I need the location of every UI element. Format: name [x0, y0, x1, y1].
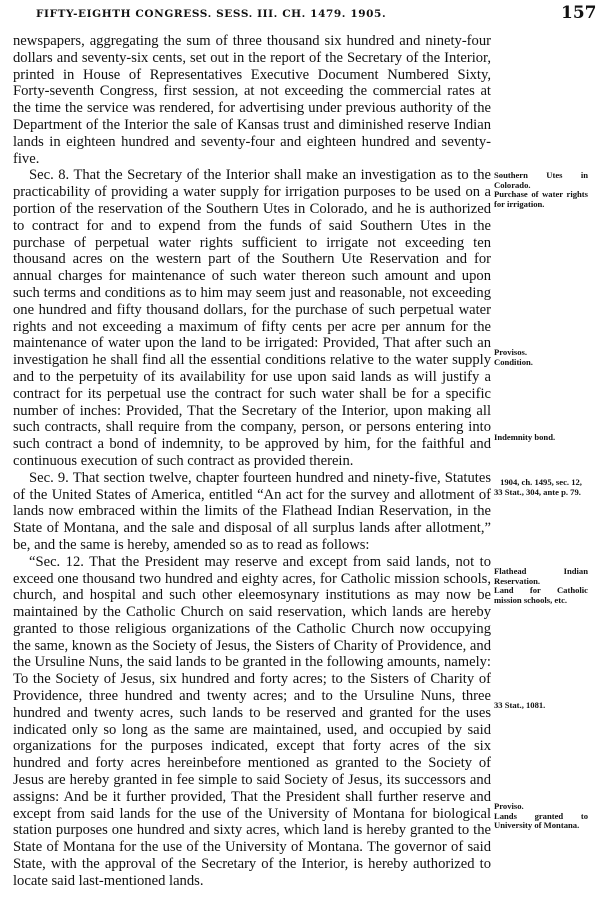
margin-note-citation-1904 — [494, 478, 588, 497]
paragraph-sec-8: Sec. 8. That the Secretary of the Interior shall make an investigation as to the practicability of providing a water supply for irrigation purposes to be used on a portion of the reservation of the Southern Utes in Colorado, and he is authorized to contract for and to expend from the funds of said Southern Utes in the purchase of perpetual water rights sufficient to irrigate not exceeding ten thousand acres on the western part of the Southern Ute Reservation and for annual charges for maintenance of such water thereon such amount and upon such terms and conditions as to him may seem just and reasonable, not exceeding one hundred and fifty thousand dollars, for the purchase of such perpetual water rights and not exceeding a maximum of fifty cents per acre per annum for the maintenance of water upon the land to be irrigated: Provided, That after such an investigation he shall find all the essential conditions relative to the water supply and to the perpetuity of its availability for use upon said lands as will justify a contract for its perpetual use the contract for such water shall be for a specific number of inches: Provided, That the Secretary of the Interior, upon making all such contracts, shall require from the company, person, or persons entering into such contract a bond of indemnity, to be approved by him, for the faithful and continuous execution of such contract as provided therein. — [13, 167, 491, 469]
margin-note-line: 1904, ch. 1495, sec. 12, — [500, 477, 582, 487]
paragraph-kansas-advertising: newspapers, aggregating the sum of three thousand six hundred and ninety-four dollars and seventy-six cents, set out in the report of the Secretary of the Interior, printed in House of Representatives Executive Document Numbered Sixty, Forty-seventh Congress, first session, at not exceeding the commercial rates at the time the service was rendered, for advertising under previous authority of the Department of the Interior the sale of Kansas trust and diminished reserve Indian lands in eighteen hundred and seventy-four and eighteen hundred and seventy-five. — [13, 33, 491, 167]
paragraph-sec-12: “Sec. 12. That the President may reserve and except from said lands, not to exceed one thousand two hundred and eighty acres, for Catholic mission schools, church, and hospital and such other eleemosynary institutions as may now be maintained by the Catholic Church on said reservation, which lands are hereby granted to those religious organizations of the Catholic Church now occupying the same, known as the Society of Jesus, the Sisters of Charity of Providence, and the Ursuline Nuns, the said lands to be granted in the following amounts, namely: To the Society of Jesus, six hundred and forty acres; to the Sisters of Charity of Providence, three hundred and twenty acres; and to the Ursuline Nuns, three hundred and twenty acres, such lands to be reserved and granted for the uses indicated only so long as the same are maintained, used, and occupied by said organizations for the purposes indicated, except that forty acres of the six hundred and forty acres hereinbefore mentioned as granted to the Society of Jesus are hereby granted in fee simple to said Society of Jesus, its successors and assigns: And be it further provided, That the President shall further reserve and except from said lands for the use of the University of Montana for biological station purposes one hundred and sixty acres, which land is hereby granted to the State of Montana for the use of the University of Montana. The governor of said State, with the approval of the Secretary of the Interior, is hereby authorized to locate said last-mentioned lands. — [13, 553, 491, 889]
margin-note-33-stat-1081 — [494, 701, 588, 711]
margin-note-indemnity — [494, 433, 588, 443]
margin-note-line: Lands granted to University of Montana. — [494, 810, 588, 831]
margin-note-flathead — [494, 567, 588, 605]
margin-note-proviso-montana — [494, 802, 588, 831]
margin-note-line: Land for Catholic mission schools, etc. — [494, 585, 588, 605]
margin-note-line: Indemnity bond. — [494, 432, 556, 442]
page-number: 157 — [561, 3, 597, 23]
margin-note-southern-utes — [494, 171, 588, 209]
margin-note-line: Provisos. — [494, 347, 528, 357]
margin-note-line: Flathead Indian Reservation. — [494, 566, 588, 586]
margin-note-line: Purchase of water rights for irrigation. — [494, 189, 588, 209]
statute-body — [13, 33, 491, 890]
margin-note-line: Condition. — [494, 356, 533, 367]
margin-note-line: Proviso. — [494, 801, 524, 811]
margin-note-line: Southern Utes in Colorado. — [494, 170, 588, 190]
page-header — [0, 0, 600, 30]
paragraph-sec-9: Sec. 9. That section twelve, chapter fourteen hundred and ninety-five, Statutes of the United States of America, entitled “An act for the survey and allotment of lands now embraced within the limits of the Flathead Indian Reservation, in the State of Montana, and the sale and disposal of all surplus lands after allotment,” be, and the same is hereby, amended so as to read as follows: — [13, 469, 491, 553]
margin-note-line: 33 Stat., 1081. — [494, 700, 546, 710]
running-title: FIFTY-EIGHTH CONGRESS. SESS. III. CH. 1479. 1905. — [36, 8, 387, 20]
margin-note-provisos — [494, 348, 588, 367]
margin-note-line: 33 Stat., 304, ante p. 79. — [494, 486, 581, 497]
